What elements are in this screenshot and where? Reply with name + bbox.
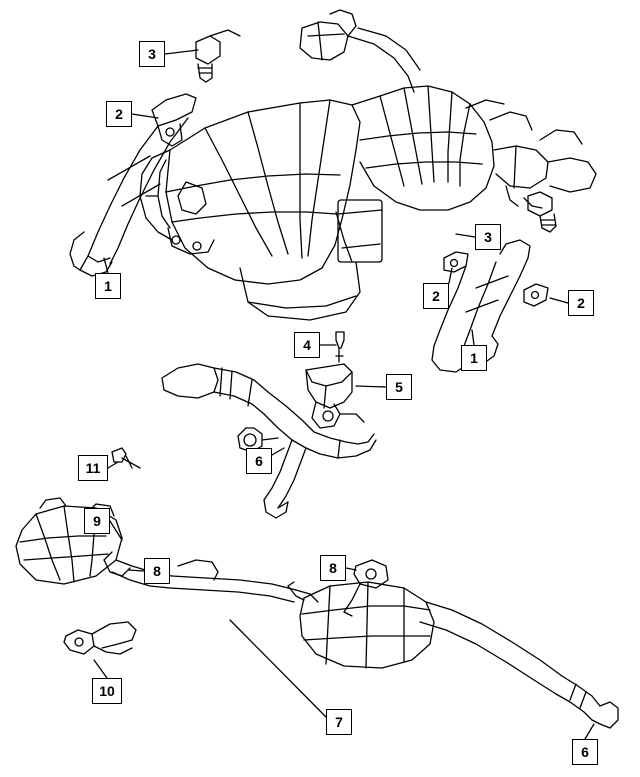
callout-label: 3 <box>484 229 492 245</box>
callout-label: 8 <box>329 560 337 576</box>
callout-label: 2 <box>577 295 585 311</box>
callout-2-top-left[interactable] <box>106 101 132 127</box>
callout-11[interactable] <box>78 455 108 481</box>
callout-label: 6 <box>255 453 263 469</box>
callout-3-top-left[interactable] <box>139 41 165 67</box>
callout-2-right-upper[interactable] <box>423 283 449 309</box>
callout-8-left[interactable] <box>144 558 170 584</box>
callout-label: 6 <box>581 744 589 760</box>
callout-6-middle[interactable] <box>246 448 272 474</box>
callout-label: 8 <box>153 563 161 579</box>
callout-label: 1 <box>104 278 112 294</box>
callout-9[interactable] <box>84 508 110 534</box>
callout-7[interactable] <box>326 709 352 735</box>
callout-label: 9 <box>93 513 101 529</box>
callout-label: 7 <box>335 714 343 730</box>
callout-label: 4 <box>303 337 311 353</box>
callout-1-top-left[interactable] <box>95 273 121 299</box>
callout-10[interactable] <box>92 678 122 704</box>
callout-label: 10 <box>99 683 115 699</box>
callout-6-bottom-right[interactable] <box>572 739 598 765</box>
callout-1-right[interactable] <box>461 345 487 371</box>
callout-label: 2 <box>432 288 440 304</box>
callout-label: 2 <box>115 106 123 122</box>
callout-label: 3 <box>148 46 156 62</box>
callout-label: 11 <box>85 460 101 476</box>
callout-2-right-lower[interactable] <box>568 290 594 316</box>
callout-3-right[interactable] <box>475 224 501 250</box>
callout-5[interactable] <box>386 374 412 400</box>
callout-8-right[interactable] <box>320 555 346 581</box>
callout-4[interactable] <box>294 332 320 358</box>
callout-label: 5 <box>395 379 403 395</box>
callout-label: 1 <box>470 350 478 366</box>
